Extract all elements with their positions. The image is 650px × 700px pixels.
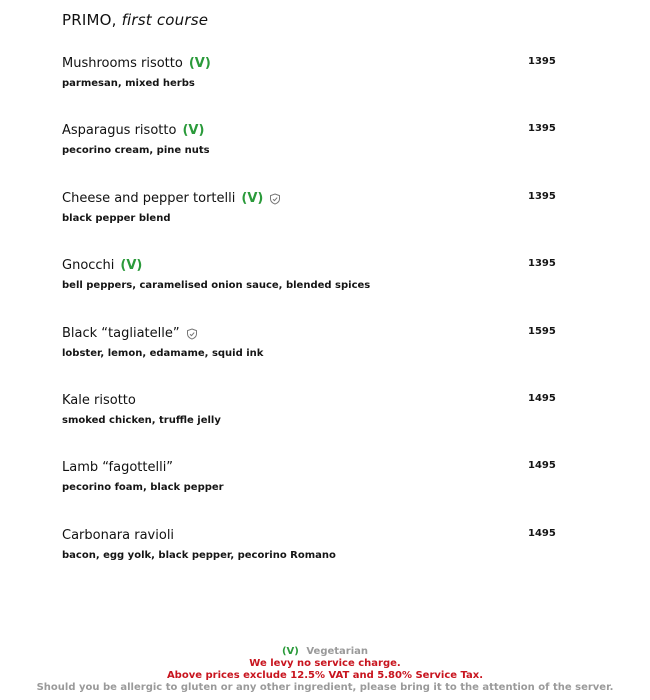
dish-price: 1595 — [528, 325, 556, 337]
dish-price: 1395 — [528, 258, 556, 270]
footer — [0, 646, 650, 694]
dish-price: 1495 — [528, 460, 556, 472]
dish-description: bell peppers, caramelised onion sauce, blended spices — [62, 280, 371, 292]
shield-icon — [269, 193, 281, 205]
legend-veg-text: Vegetarian — [306, 646, 369, 657]
menu-item — [62, 326, 562, 393]
menu-item — [62, 258, 562, 325]
menu-item-name-row — [62, 528, 562, 544]
dish-description: pecorino cream, pine nuts — [62, 145, 210, 157]
section-subtitle: first course — [121, 11, 209, 29]
dish-price: 1395 — [528, 123, 556, 135]
dish-description: pecorino foam, black pepper — [62, 482, 224, 494]
menu-item-name-row — [62, 56, 562, 72]
dish-name: Cheese and pepper tortelli — [62, 190, 236, 206]
vegetarian-legend — [0, 646, 650, 658]
section-heading — [62, 11, 208, 29]
menu-item-name-row — [62, 191, 562, 207]
dish-price: 1395 — [528, 190, 556, 202]
vegetarian-mark: (V) — [120, 258, 143, 274]
legend-veg-mark: (V) — [281, 646, 299, 657]
dish-description: parmesan, mixed herbs — [62, 78, 195, 89]
menu-item-name-row — [62, 123, 562, 139]
menu-item — [62, 191, 562, 258]
vegetarian-mark: (V) — [241, 190, 264, 206]
dish-name: Mushrooms risotto — [62, 56, 183, 71]
dish-description: smoked chicken, truffle jelly — [62, 414, 221, 426]
section-title: PRIMO, — [62, 11, 117, 29]
menu-item-name-row — [62, 393, 562, 409]
dish-price: 1495 — [528, 527, 556, 539]
dish-price: 1495 — [528, 392, 556, 404]
dish-description: black pepper blend — [62, 212, 171, 224]
dish-name: Gnocchi — [62, 258, 115, 274]
menu-item — [62, 460, 562, 527]
menu-item — [62, 528, 562, 595]
dish-name: Carbonara ravioli — [62, 527, 175, 543]
allergy-note: Should you be allergic to gluten or any other ingredient, please bring it to the attention of the server. — [36, 682, 614, 693]
shield-icon — [186, 328, 198, 340]
menu-list — [62, 56, 562, 595]
vegetarian-mark: (V) — [182, 123, 205, 139]
menu-item — [62, 56, 562, 123]
dish-name: Black “tagliatelle” — [62, 325, 180, 341]
dish-description: bacon, egg yolk, black pepper, pecorino Romano — [62, 549, 336, 561]
dish-name: Kale risotto — [62, 392, 136, 408]
menu-item — [62, 393, 562, 460]
vegetarian-mark: (V) — [188, 56, 211, 71]
dish-name: Asparagus risotto — [62, 123, 177, 139]
dish-price: 1395 — [528, 56, 556, 67]
menu-item — [62, 123, 562, 190]
dish-name: Lamb “fagottelli” — [62, 460, 174, 476]
menu-item-name-row — [62, 460, 562, 476]
tax-note: Above prices exclude 12.5% VAT and 5.80% Service Tax. — [166, 670, 484, 681]
menu-item-name-row — [62, 326, 562, 342]
service-charge-note: We levy no service charge. — [249, 658, 401, 669]
menu-item-name-row — [62, 258, 562, 274]
dish-description: lobster, lemon, edamame, squid ink — [62, 347, 264, 359]
